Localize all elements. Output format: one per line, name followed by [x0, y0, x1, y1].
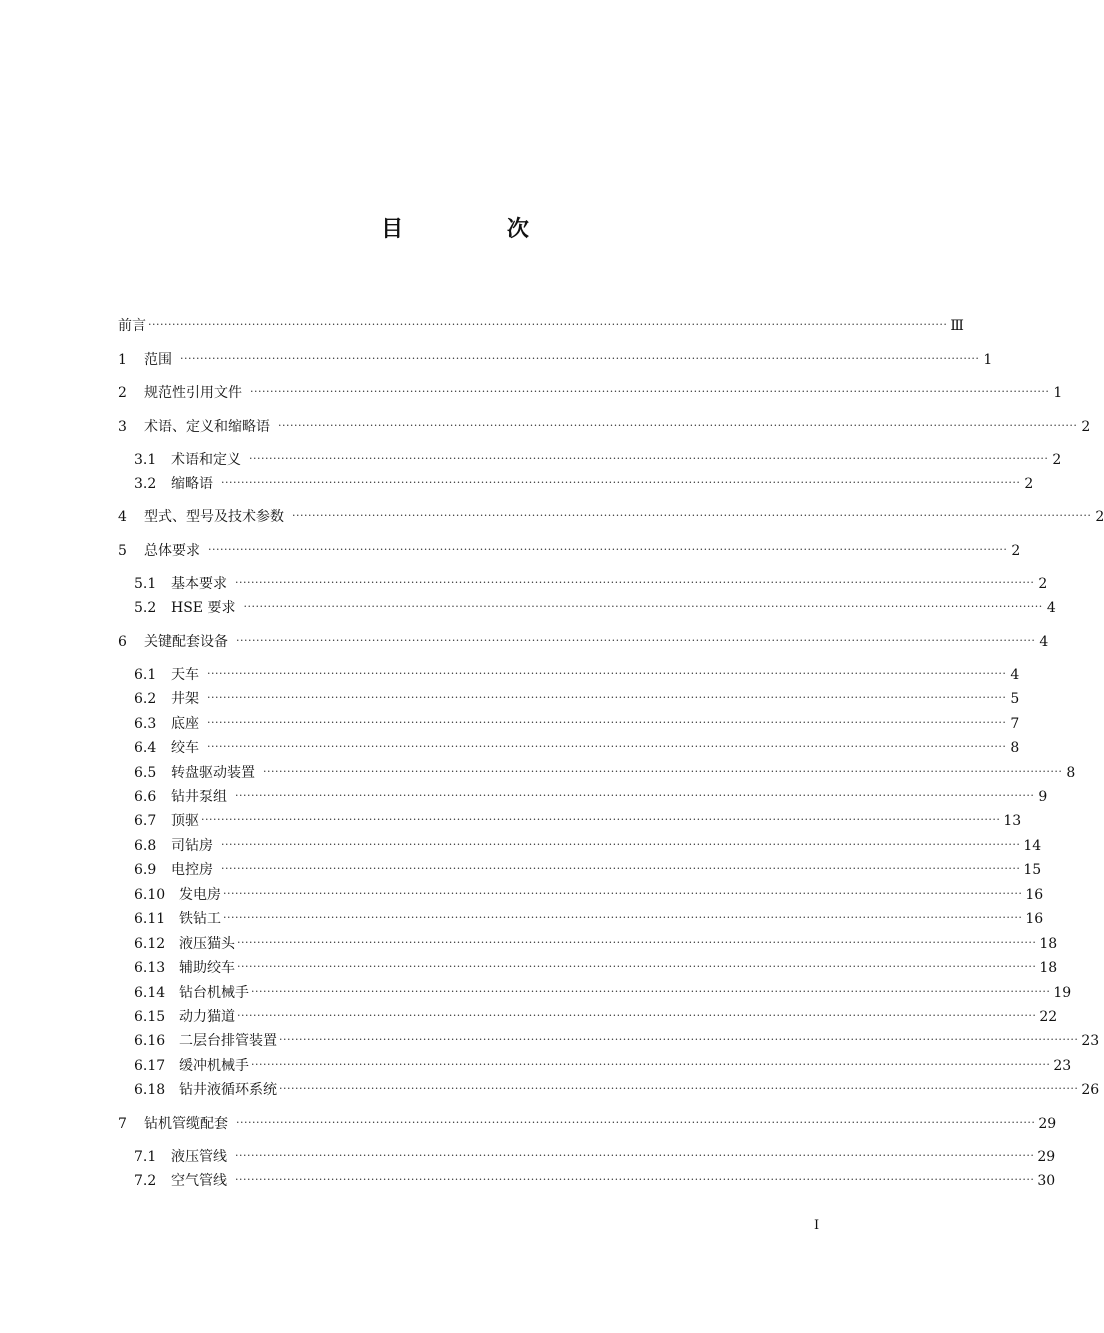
- toc-entry-page: 30: [1037, 1173, 1056, 1189]
- toc-leader-dots: ········································································································································································································: [207, 667, 1007, 680]
- toc-leader-dots: ········································································································································································································: [207, 691, 1007, 704]
- toc-entry-page: 8: [1010, 740, 1020, 756]
- toc-entry-label: 天车: [171, 667, 199, 683]
- toc-leader-dots: ········································································································································································································: [221, 862, 1021, 875]
- toc-entry[interactable]: [118, 382, 1063, 404]
- toc-entry-number: 6.6: [134, 789, 157, 805]
- toc-entry-label: 铁钻工: [179, 911, 221, 927]
- toc-subentry[interactable]: [134, 762, 1076, 784]
- toc-entry-number: 6.8: [134, 838, 157, 854]
- toc-entry-label: 前言: [118, 318, 146, 334]
- toc-entry-page: 15: [1023, 862, 1042, 878]
- toc-entry-page: 29: [1038, 1116, 1057, 1132]
- toc-entry-page: 19: [1053, 985, 1072, 1001]
- toc-leader-dots: ········································································································································································································: [278, 419, 1078, 432]
- toc-entry-number: 6.3: [134, 716, 157, 732]
- toc-subentry[interactable]: [134, 1170, 1056, 1192]
- toc-entry-number: 6.5: [134, 765, 157, 781]
- toc-entry-page: 4: [1046, 600, 1056, 616]
- toc-entry[interactable]: [118, 416, 1091, 438]
- toc-entry-page: 5: [1010, 691, 1020, 707]
- toc-entry[interactable]: [118, 540, 1021, 562]
- toc-entry-number: 7.1: [134, 1149, 157, 1165]
- toc-subentry[interactable]: [134, 933, 1058, 955]
- toc-leader-dots: ········································································································································································································: [223, 911, 1023, 924]
- toc-entry-page: 2: [1095, 509, 1104, 525]
- toc-leader-dots: ········································································································································································································: [237, 1009, 1037, 1022]
- toc-entry-page: 1: [983, 352, 993, 368]
- toc-entry[interactable]: [118, 631, 1049, 653]
- toc-entry-label: 司钻房: [171, 838, 213, 854]
- toc-entry-number: 6.15: [134, 1009, 166, 1025]
- toc-entry-label: 液压猫头: [179, 936, 235, 952]
- toc-entry-number: 7: [118, 1116, 127, 1132]
- toc-leader-dots: ········································································································································································································: [251, 1058, 1051, 1071]
- toc-leader-dots: ········································································································································································································: [236, 1116, 1036, 1129]
- toc-entry-page: 16: [1025, 887, 1044, 903]
- toc-entry-number: 5: [118, 543, 127, 559]
- toc-subentry[interactable]: [134, 810, 1022, 832]
- toc-entry-page: 22: [1039, 1009, 1058, 1025]
- toc-entry-label: 钻井泵组: [171, 789, 227, 805]
- toc-leader-dots: ········································································································································································································: [236, 634, 1036, 647]
- toc-subentry[interactable]: [134, 597, 1056, 619]
- toc-entry-number: 6.12: [134, 936, 166, 952]
- toc-entry-label: 顶驱: [171, 813, 199, 829]
- toc-entry-number: 6.16: [134, 1033, 166, 1049]
- toc-entry-label: 二层台排管装置: [179, 1033, 277, 1049]
- toc-subentry[interactable]: [134, 859, 1042, 881]
- toc-entry-label: 术语、定义和缩略语: [144, 419, 270, 435]
- toc-entry-number: 4: [118, 509, 127, 525]
- toc-leader-dots: ········································································································································································································: [263, 765, 1063, 778]
- toc-entry-page: 2: [1024, 476, 1034, 492]
- toc-entry-label: 转盘驱动装置: [171, 765, 255, 781]
- toc-leader-dots: ········································································································································································································: [201, 813, 1001, 826]
- toc-entry-label: 动力猫道: [179, 1009, 235, 1025]
- toc-entry[interactable]: [118, 506, 1104, 528]
- toc-entry-number: 6.7: [134, 813, 157, 829]
- toc-entry-number: 7.2: [134, 1173, 157, 1189]
- toc-subentry[interactable]: [134, 957, 1058, 979]
- toc-entry-label: 钻井液循环系统: [179, 1082, 277, 1098]
- toc-entry-page: 23: [1053, 1058, 1072, 1074]
- toc-entry-page: 2: [1011, 543, 1021, 559]
- toc-subentry[interactable]: [134, 688, 1020, 710]
- toc-subentry[interactable]: [134, 835, 1042, 857]
- toc-entry-number: 6.14: [134, 985, 166, 1001]
- toc-subentry[interactable]: [134, 664, 1020, 686]
- toc-leader-dots: ········································································································································································································: [237, 936, 1037, 949]
- toc-entry-number: 6: [118, 634, 127, 650]
- toc-entry-number: 6.17: [134, 1058, 166, 1074]
- toc-entry-page: 16: [1025, 911, 1044, 927]
- toc-entry-label: 术语和定义: [171, 452, 241, 468]
- toc-entry-number: 5.1: [134, 576, 157, 592]
- toc-entry-label: 液压管线: [171, 1149, 227, 1165]
- toc-entry-number: 6.11: [134, 911, 166, 927]
- toc-leader-dots: ········································································································································································································: [207, 716, 1007, 729]
- page-title: 目 次: [381, 217, 577, 242]
- toc-leader-dots: ········································································································································································································: [235, 789, 1035, 802]
- toc-subentry[interactable]: [134, 982, 1072, 1004]
- toc-entry-number: 6.2: [134, 691, 157, 707]
- toc-entry-label: 底座: [171, 716, 199, 732]
- toc-entry-label: 井架: [171, 691, 199, 707]
- toc-entry-foreword[interactable]: [118, 315, 964, 337]
- toc-entry-label: 范围: [144, 352, 172, 368]
- toc-entry-label: 辅助绞车: [179, 960, 235, 976]
- toc-leader-dots: ········································································································································································································: [292, 509, 1092, 522]
- toc-entry-number: 6.18: [134, 1082, 166, 1098]
- toc-subentry[interactable]: [134, 737, 1020, 759]
- toc-subentry[interactable]: [134, 1030, 1100, 1052]
- toc-entry-label: 绞车: [171, 740, 199, 756]
- toc-entry-page: 2: [1038, 576, 1048, 592]
- toc-entry-label: 型式、型号及技术参数: [144, 509, 284, 525]
- toc-entry-page: 4: [1010, 667, 1020, 683]
- toc-entry-label: 总体要求: [144, 543, 200, 559]
- toc-entry-page: 2: [1052, 452, 1062, 468]
- toc-leader-dots: ········································································································································································································: [279, 1082, 1079, 1095]
- toc-entry-page: 14: [1023, 838, 1042, 854]
- toc-entry-label: 缓冲机械手: [179, 1058, 249, 1074]
- toc-entry[interactable]: [118, 349, 993, 371]
- toc-subentry[interactable]: [134, 884, 1044, 906]
- toc-leader-dots: ········································································································································································································: [235, 1149, 1035, 1162]
- toc-subentry[interactable]: [134, 1006, 1058, 1028]
- toc-leader-dots: ········································································································································································································: [250, 385, 1050, 398]
- toc-entry-number: 6.1: [134, 667, 157, 683]
- toc-entry-label: 缩略语: [171, 476, 213, 492]
- toc-leader-dots: ········································································································································································································: [221, 476, 1021, 489]
- toc-entry-page: Ⅲ: [950, 318, 964, 334]
- toc-entry-number: 6.13: [134, 960, 166, 976]
- toc-entry-number: 2: [118, 385, 127, 401]
- toc-entry-number: 3.1: [134, 452, 157, 468]
- toc-leader-dots: ········································································································································································································: [221, 838, 1021, 851]
- toc-subentry[interactable]: [134, 1146, 1056, 1168]
- toc-entry-number: 6.4: [134, 740, 157, 756]
- toc-subentry[interactable]: [134, 713, 1020, 735]
- toc-entry-label: 发电房: [179, 887, 221, 903]
- toc-entry-label: 电控房: [171, 862, 213, 878]
- toc-entry-page: 9: [1038, 789, 1048, 805]
- toc-entry-number: 3: [118, 419, 127, 435]
- toc-entry-page: 18: [1039, 936, 1058, 952]
- toc-entry-label: 钻机管缆配套: [144, 1116, 228, 1132]
- toc-entry-number: 5.2: [134, 600, 157, 616]
- toc-subentry[interactable]: [134, 1055, 1072, 1077]
- toc-entry-label: 空气管线: [171, 1173, 227, 1189]
- toc-leader-dots: ········································································································································································································: [180, 352, 980, 365]
- toc-leader-dots: ········································································································································································································: [243, 600, 1043, 613]
- toc-entry-page: 13: [1003, 813, 1022, 829]
- toc-entry-number: 6.9: [134, 862, 157, 878]
- toc-leader-dots: ········································································································································································································: [279, 1033, 1079, 1046]
- page-number: I: [814, 1218, 820, 1233]
- toc-entry-page: 26: [1081, 1082, 1100, 1098]
- toc-leader-dots: ········································································································································································································: [148, 318, 948, 331]
- toc-subentry[interactable]: [134, 473, 1034, 495]
- toc-leader-dots: ········································································································································································································: [249, 452, 1049, 465]
- toc-leader-dots: ········································································································································································································: [251, 985, 1051, 998]
- toc-entry-label: 规范性引用文件: [144, 385, 242, 401]
- toc-entry-page: 18: [1039, 960, 1058, 976]
- toc-leader-dots: ········································································································································································································: [223, 887, 1023, 900]
- toc-entry-label: HSE 要求: [171, 600, 236, 616]
- toc-entry-page: 7: [1010, 716, 1020, 732]
- toc-entry[interactable]: [118, 1113, 1057, 1135]
- toc-entry-page: 1: [1053, 385, 1063, 401]
- toc-subentry[interactable]: [134, 786, 1048, 808]
- toc-entry-page: 2: [1081, 419, 1091, 435]
- toc-entry-number: 1: [118, 352, 127, 368]
- toc-leader-dots: ········································································································································································································: [237, 960, 1037, 973]
- toc-entry-label: 关键配套设备: [144, 634, 228, 650]
- toc-entry-page: 29: [1037, 1149, 1056, 1165]
- toc-entry-number: 3.2: [134, 476, 157, 492]
- toc-entry-page: 8: [1066, 765, 1076, 781]
- toc-subentry[interactable]: [134, 449, 1062, 471]
- toc-entry-label: 基本要求: [171, 576, 227, 592]
- toc-subentry[interactable]: [134, 1079, 1100, 1101]
- toc-entry-label: 钻台机械手: [179, 985, 249, 1001]
- toc-leader-dots: ········································································································································································································: [235, 1173, 1035, 1186]
- toc-entry-page: 4: [1039, 634, 1049, 650]
- toc-leader-dots: ········································································································································································································: [208, 543, 1008, 556]
- toc-leader-dots: ········································································································································································································: [235, 576, 1035, 589]
- toc-subentry[interactable]: [134, 573, 1048, 595]
- toc-entry-page: 23: [1081, 1033, 1100, 1049]
- toc-entry-number: 6.10: [134, 887, 166, 903]
- toc-subentry[interactable]: [134, 908, 1044, 930]
- toc-leader-dots: ········································································································································································································: [207, 740, 1007, 753]
